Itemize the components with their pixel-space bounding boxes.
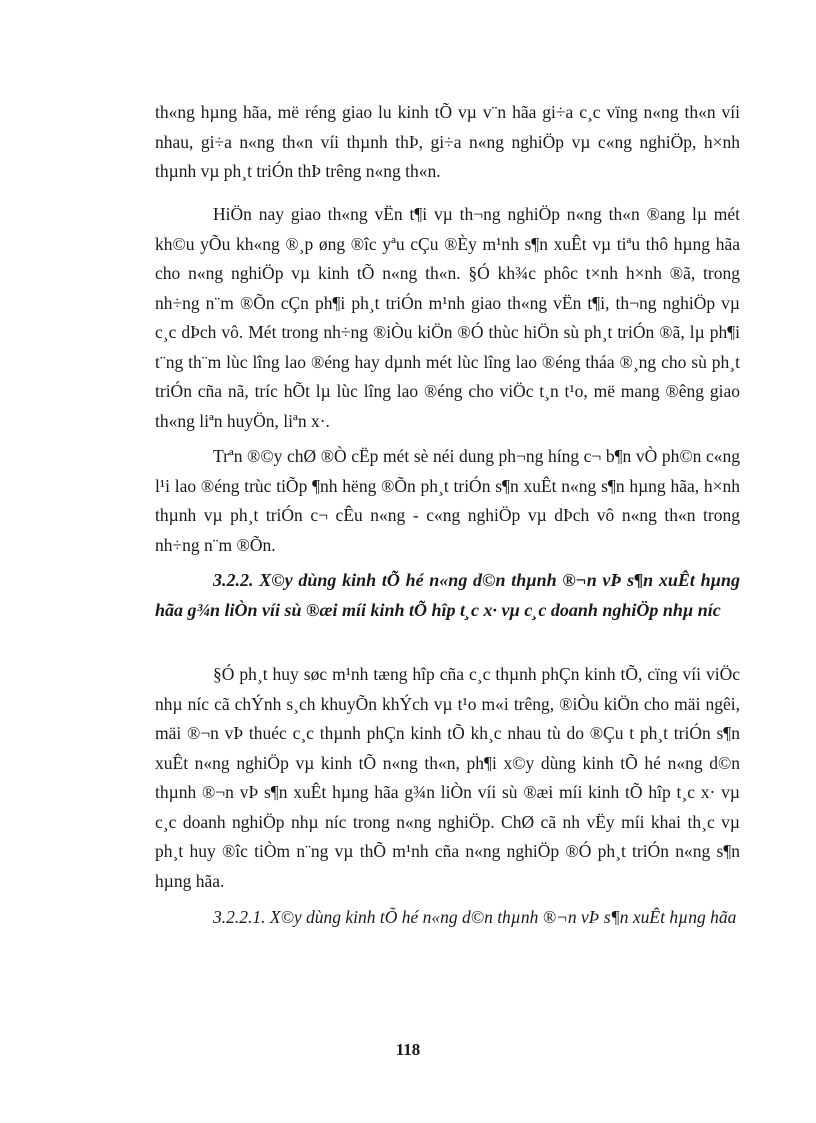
paragraph-1: th«ng hµng hãa, më réng giao lu kinh tÕ vµ v¨n hãa gi÷a c¸c vïng n«ng th«n víi nhau, gi÷a n«ng th«n víi thµnh thÞ, gi÷a n«ng nghiÖp vµ c«ng nghiÖp, h×nh thµnh vµ ph¸t triÓn thÞ trêng n«ng th«n. xyxy=(155,102,740,181)
paragraph-2: HiÖn nay giao th«ng vËn t¶i vµ th¬ng nghiÖp n«ng th«n ®ang lµ mét kh©u yÕu kh«ng ®¸p øng ®îc yªu cÇu ®Èy m¹nh s¶n xuÊt vµ tiªu thô hµng hãa cho n«ng nghiÖp vµ kinh tÕ n«ng th«n. §Ó kh¾c phôc t×nh h×nh ®ã, trong nh÷ng n¨m ®Õn cÇn ph¶i ph¸t triÓn m¹nh giao th«ng vËn t¶i, th¬ng nghiÖp vµ c¸c dÞch vô. Mét trong nh÷ng ®iÒu kiÖn ®Ó thùc hiÖn sù ph¸t triÓn ®ã, lµ ph¶i t¨ng th¨m lùc lîng lao ®éng hay dµnh mét lùc lîng lao ®éng tháa ®¸ng cho sù ph¸t triÓn cña nã, tríc hÕt lµ lùc lîng lao ®éng cho viÖc t¸n t¹o, më mang ®êng giao th«ng liªn huyÖn, liªn x·. xyxy=(155,204,740,431)
paragraph-4: §Ó ph¸t huy søc m¹nh tæng hîp cña c¸c thµnh phÇn kinh tÕ, cïng víi viÖc nhµ níc cã chÝnh s¸ch khuyÕn khÝch vµ t¹o m«i trêng, ®iÒu kiÖn cho mäi ngêi, mäi ®¬n vÞ thuéc c¸c thµnh phÇn kinh tÕ kh¸c nhau tù do ®Çu t ph¸t triÓn s¶n xuÊt n«ng nghiÖp vµ kinh tÕ n«ng th«n, ph¶i x©y dùng kinh tÕ hé n«ng d©n thµnh ®¬n vÞ s¶n xuÊt hµng hãa g¾n liÒn víi sù ®æi míi kinh tÕ hîp t¸c x· vµ c¸c doanh nghiÖp nhµ níc trong n«ng nghiÖp. ChØ cã nh vËy míi khai th¸c vµ ph¸t huy ®îc tiÒm n¨ng vµ thÕ m¹nh cña n«ng nghiÖp ®Ó ph¸t triÓn n«ng s¶n hµng hãa. xyxy=(155,664,740,891)
paragraph-3: Trªn ®©y chØ ®Ò cËp mét sè néi dung ph¬ng híng c¬ b¶n vÒ ph©n c«ng l¹i lao ®éng trùc tiÕp ¶nh hëng ®Õn ph¸t triÓn s¶n xuÊt n«ng s¶n hµng hãa, h×nh thµnh vµ ph¸t triÓn c¬ cÊu n«ng - c«ng nghiÖp vµ dÞch vô n«ng th«n trong nh÷ng n¨m ®Õn. xyxy=(155,446,740,555)
page-number: 118 xyxy=(395,1040,421,1059)
subsection-heading: 3.2.2.1. X©y dùng kinh tÕ hé n«ng d©n thµnh ®¬n vÞ s¶n xuÊt hµng hãa xyxy=(213,907,737,927)
section-heading: 3.2.2. X©y dùng kinh tÕ hé n«ng d©n thµnh ®¬n vÞ s¶n xuÊt hµng hãa g¾n liÒn víi sù ®æi míi kinh tÕ hîp t¸c x· vµ c¸c doanh nghiÖp nhµ níc xyxy=(155,570,740,620)
